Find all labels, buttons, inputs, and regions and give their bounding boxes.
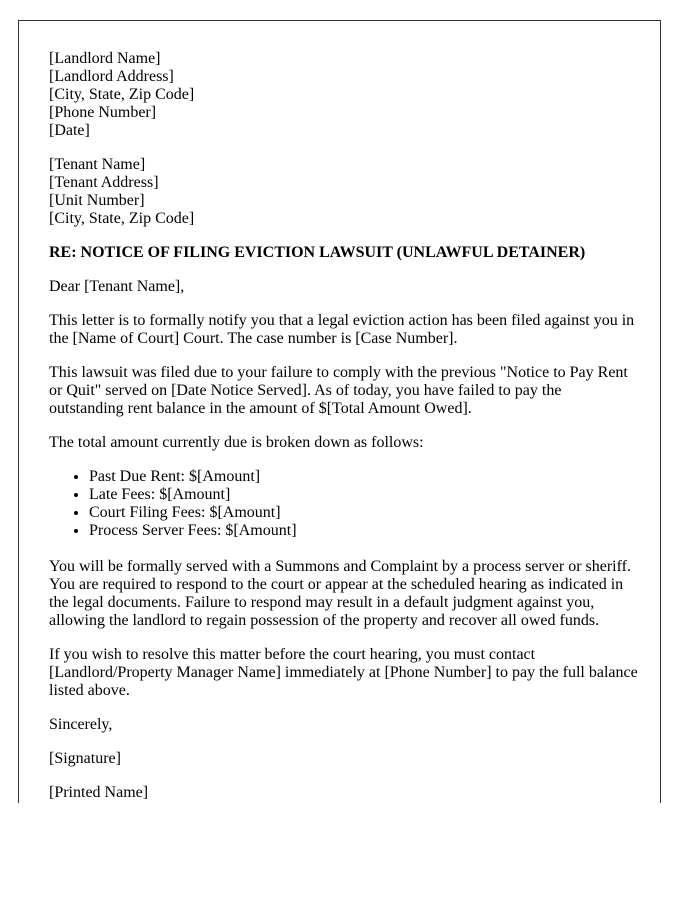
letter-page [18,20,661,803]
letter-date: [Date] [49,122,90,139]
list-item: • Late Fees: $[Amount] [89,486,639,504]
sender-line: [City, State, Zip Code] [49,86,195,103]
subject-line: RE: NOTICE OF FILING EVICTION LAWSUIT (UNLAWFUL DETAINER) [49,244,586,261]
sender-line: [Landlord Address] [49,68,174,85]
list-item: • Past Due Rent: $[Amount] [89,468,639,486]
sender-address [49,50,639,140]
printed-name: [Printed Name] [49,784,149,801]
body-paragraph: If you wish to resolve this matter before the court hearing, you must contact [Landlord/Property Manager Name] immediately at [Phone Number] to pay the full balance listed above. [49,646,638,699]
body-paragraph: The total amount currently due is broken down as follows: [49,434,424,451]
sender-line: [Landlord Name] [49,50,161,67]
body-paragraph: This letter is to formally notify you that a legal eviction action has been filed against you in the [Name of Court] Court. The case number is [Case Number]. [49,312,635,347]
list-item: • Process Server Fees: $[Amount] [89,522,639,540]
sender-line: [Phone Number] [49,104,157,121]
recipient-line: [City, State, Zip Code] [49,210,195,227]
letter-content [49,50,639,802]
recipient-address [49,156,639,228]
signature: [Signature] [49,750,121,767]
list-item: • Court Filing Fees: $[Amount] [89,504,639,522]
body-paragraph: This lawsuit was filed due to your failure to comply with the previous "Notice to Pay Rent or Quit" served on [Date Notice Served]. As of today, you have failed to pay the outstanding rent balance in the amount of $[Total Amount Owed]. [49,364,628,417]
recipient-line: [Tenant Name] [49,156,146,173]
salutation: Dear [Tenant Name], [49,278,185,295]
amount-breakdown-list [49,468,639,540]
recipient-line: [Tenant Address] [49,174,159,191]
body-paragraph: You will be formally served with a Summons and Complaint by a process server or sheriff. You are required to respond to the court or appear at the scheduled hearing as indicated in the legal documents. Failure to respond may result in a default judgment against you, allowing the landlord to regain possession of the property and recover all owed funds. [49,558,631,629]
recipient-line: [Unit Number] [49,192,145,209]
closing: Sincerely, [49,716,113,733]
